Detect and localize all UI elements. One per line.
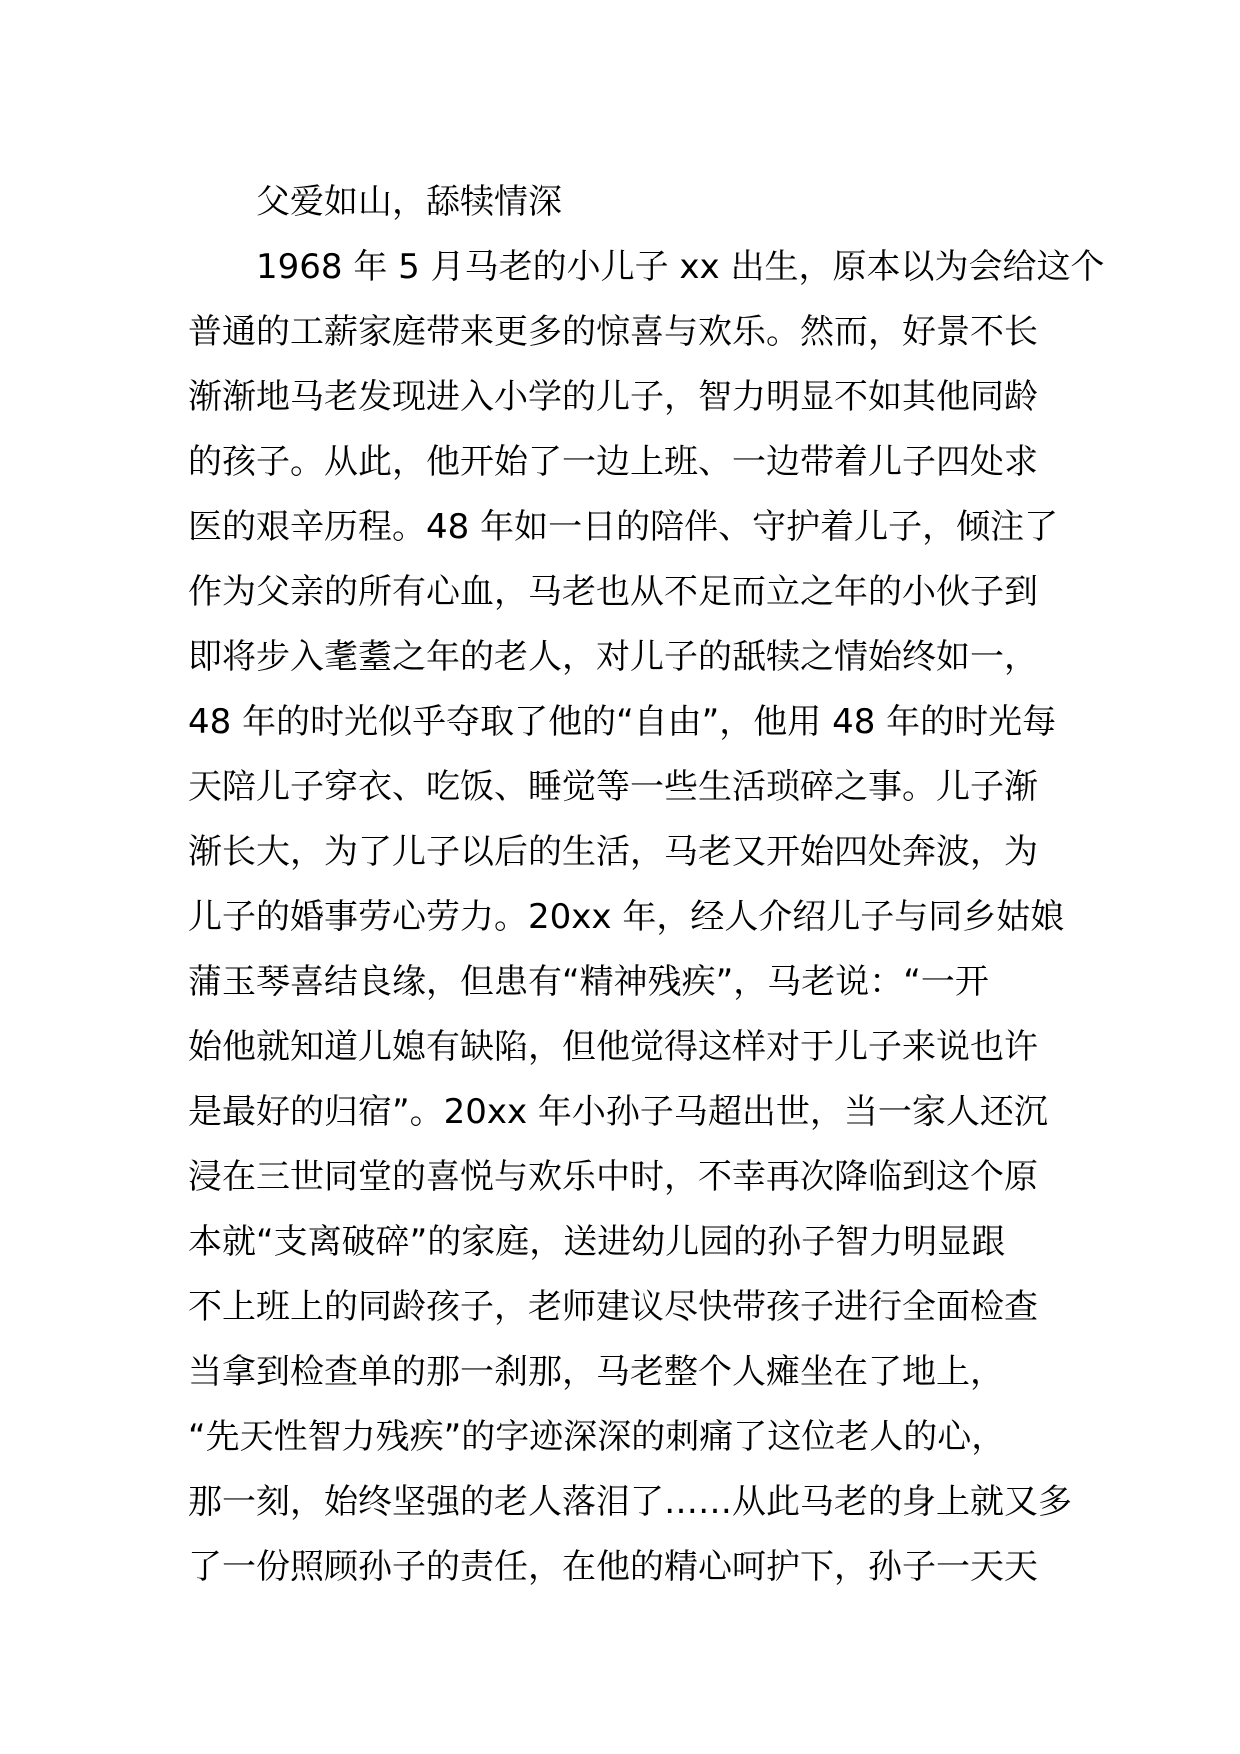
- paragraph-line-16: 本就“支离破碎”的家庭，送进幼儿园的孙子智力明显跟: [188, 1222, 1006, 1262]
- paragraph-line-19: “先天性智力残疾”的字迹深深的刺痛了这位老人的心，: [188, 1417, 1006, 1457]
- paragraph-line-9: 天陪儿子穿衣、吃饭、睡觉等一些生活琐碎之事。儿子渐: [188, 767, 1038, 807]
- document-body: [188, 170, 1105, 1600]
- paragraph-line-18: 当拿到检查单的那一刹那，马老整个人瘫坐在了地上，: [188, 1352, 1004, 1392]
- paragraph-line-2: 普通的工薪家庭带来更多的惊喜与欢乐。然而，好景不长: [188, 312, 1038, 352]
- paragraph-line-20: 那一刻，始终坚强的老人落泪了……从此马老的身上就又多: [188, 1482, 1072, 1522]
- paragraph-line-8: 48 年的时光似乎夺取了他的“自由”，他用 48 年的时光每: [188, 702, 1057, 742]
- paragraph-line-13: 始他就知道儿媳有缺陷，但他觉得这样对于儿子来说也许: [188, 1027, 1038, 1067]
- paragraph-line-10: 渐长大，为了儿子以后的生活，马老又开始四处奔波，为: [188, 832, 1038, 872]
- paragraph-line-3: 渐渐地马老发现进入小学的儿子，智力明显不如其他同龄: [188, 377, 1038, 417]
- paragraph-line-4: 的孩子。从此，他开始了一边上班、一边带着儿子四处求: [188, 442, 1038, 482]
- paragraph-line-1: 1968 年 5 月马老的小儿子 xx 出生，原本以为会给这个: [256, 247, 1105, 287]
- paragraph-line-14: 是最好的归宿”。20xx 年小孙子马超出世，当一家人还沉: [188, 1092, 1048, 1132]
- paragraph-line-5: 医的艰辛历程。48 年如一日的陪伴、守护着儿子，倾注了: [188, 507, 1059, 547]
- paragraph-line-7: 即将步入耄耋之年的老人，对儿子的舐犊之情始终如一，: [188, 637, 1038, 677]
- paragraph-line-12: 蒲玉琴喜结良缘，但患有“精神残疾”，马老说：“一开: [188, 962, 989, 1002]
- paragraph-line-21: 了一份照顾孙子的责任，在他的精心呵护下，孙子一天天: [188, 1547, 1038, 1587]
- document-title: 父爱如山，舔犊情深: [256, 182, 562, 222]
- paragraph-line-6: 作为父亲的所有心血，马老也从不足而立之年的小伙子到: [188, 572, 1038, 612]
- paragraph-line-15: 浸在三世同堂的喜悦与欢乐中时，不幸再次降临到这个原: [188, 1157, 1038, 1197]
- paragraph-line-17: 不上班上的同龄孩子，老师建议尽快带孩子进行全面检查: [188, 1287, 1038, 1327]
- paragraph-line-11: 儿子的婚事劳心劳力。20xx 年，经人介绍儿子与同乡姑娘: [188, 897, 1065, 937]
